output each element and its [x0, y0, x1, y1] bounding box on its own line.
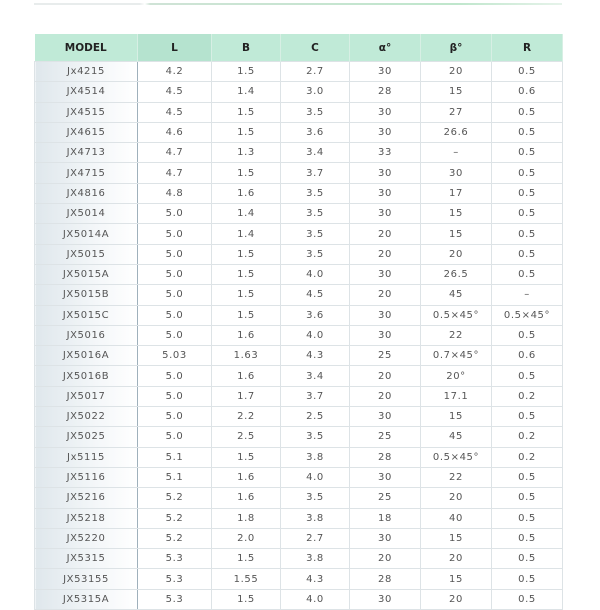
cell-beta: 15 — [421, 82, 492, 102]
cell-c: 3.7 — [281, 386, 350, 406]
cell-c: 4.3 — [281, 346, 350, 366]
table-row — [35, 407, 563, 427]
cell-beta: 27 — [421, 102, 492, 122]
cell-l: 4.7 — [138, 143, 212, 163]
cell-alpha: 20 — [350, 386, 421, 406]
table-body — [35, 62, 563, 610]
cell-r: 0.5 — [492, 366, 563, 386]
header-c: C — [281, 34, 350, 62]
cell-c: 4.5 — [281, 285, 350, 305]
cell-c: 3.8 — [281, 549, 350, 569]
cell-r: 0.5 — [492, 528, 563, 548]
cell-l: 5.3 — [138, 549, 212, 569]
cell-c: 3.7 — [281, 163, 350, 183]
cell-r: 0.5 — [492, 183, 563, 203]
cell-c: 3.4 — [281, 143, 350, 163]
cell-l: 5.2 — [138, 508, 212, 528]
cell-l: 5.2 — [138, 488, 212, 508]
cell-c: 4.0 — [281, 589, 350, 609]
cell-beta: 15 — [421, 224, 492, 244]
cell-b: 1.6 — [212, 183, 281, 203]
cell-alpha: 30 — [350, 183, 421, 203]
cell-model: JX5218 — [35, 508, 138, 528]
header-b: B — [212, 34, 281, 62]
cell-r: 0.2 — [492, 447, 563, 467]
cell-model: JX5116 — [35, 467, 138, 487]
cell-c: 2.7 — [281, 62, 350, 82]
cell-r: 0.5 — [492, 224, 563, 244]
table-row — [35, 143, 563, 163]
cell-model: JX4713 — [35, 143, 138, 163]
cell-r: 0.5×45° — [492, 305, 563, 325]
cell-alpha: 30 — [350, 62, 421, 82]
cell-b: 2.2 — [212, 407, 281, 427]
cell-model: JX5015C — [35, 305, 138, 325]
cell-alpha: 30 — [350, 305, 421, 325]
cell-model: Jx5115 — [35, 447, 138, 467]
table-row — [35, 325, 563, 345]
cell-beta: 0.7×45° — [421, 346, 492, 366]
cell-l: 4.2 — [138, 62, 212, 82]
cell-b: 1.6 — [212, 467, 281, 487]
cell-c: 3.6 — [281, 305, 350, 325]
cell-beta: 22 — [421, 467, 492, 487]
cell-l: 5.0 — [138, 325, 212, 345]
cell-b: 1.5 — [212, 122, 281, 142]
cell-r: 0.6 — [492, 82, 563, 102]
cell-b: 1.4 — [212, 204, 281, 224]
header-l: L — [138, 34, 212, 62]
table-row — [35, 285, 563, 305]
cell-model: JX5022 — [35, 407, 138, 427]
cell-beta: 22 — [421, 325, 492, 345]
cell-alpha: 30 — [350, 407, 421, 427]
cell-b: 1.5 — [212, 62, 281, 82]
cell-model: JX5015B — [35, 285, 138, 305]
table-row — [35, 346, 563, 366]
cell-l: 5.3 — [138, 569, 212, 589]
cell-alpha: 30 — [350, 204, 421, 224]
cell-beta: 20 — [421, 244, 492, 264]
cell-beta: – — [421, 143, 492, 163]
cell-b: 1.5 — [212, 549, 281, 569]
cell-model: JX4515 — [35, 102, 138, 122]
table-row — [35, 467, 563, 487]
cell-beta: 26.6 — [421, 122, 492, 142]
cell-b: 1.6 — [212, 366, 281, 386]
cell-alpha: 33 — [350, 143, 421, 163]
cell-l: 5.0 — [138, 224, 212, 244]
cell-c: 3.5 — [281, 204, 350, 224]
cell-l: 5.0 — [138, 407, 212, 427]
cell-l: 5.0 — [138, 264, 212, 284]
cell-alpha: 30 — [350, 163, 421, 183]
cell-model: JX4816 — [35, 183, 138, 203]
cell-b: 1.7 — [212, 386, 281, 406]
cell-model: JX5016A — [35, 346, 138, 366]
cell-beta: 15 — [421, 528, 492, 548]
cell-r: 0.5 — [492, 143, 563, 163]
table-row — [35, 264, 563, 284]
cell-model: JX4615 — [35, 122, 138, 142]
cell-b: 1.63 — [212, 346, 281, 366]
cell-b: 1.6 — [212, 488, 281, 508]
cell-b: 1.5 — [212, 264, 281, 284]
cell-alpha: 30 — [350, 467, 421, 487]
cell-alpha: 28 — [350, 82, 421, 102]
cell-c: 3.4 — [281, 366, 350, 386]
cell-beta: 20 — [421, 589, 492, 609]
table-row — [35, 183, 563, 203]
cell-r: 0.5 — [492, 508, 563, 528]
cell-l: 5.0 — [138, 285, 212, 305]
cell-c: 3.5 — [281, 427, 350, 447]
cell-alpha: 20 — [350, 366, 421, 386]
cell-c: 3.8 — [281, 447, 350, 467]
cell-l: 5.03 — [138, 346, 212, 366]
cell-b: 1.5 — [212, 244, 281, 264]
cell-l: 4.6 — [138, 122, 212, 142]
cell-beta: 0.5×45° — [421, 305, 492, 325]
cell-c: 3.5 — [281, 183, 350, 203]
cell-model: JX5315A — [35, 589, 138, 609]
cell-alpha: 30 — [350, 589, 421, 609]
cell-model: JX5016 — [35, 325, 138, 345]
cell-c: 4.3 — [281, 569, 350, 589]
cell-b: 1.55 — [212, 569, 281, 589]
cell-l: 5.0 — [138, 386, 212, 406]
cell-l: 5.0 — [138, 366, 212, 386]
cell-alpha: 18 — [350, 508, 421, 528]
cell-alpha: 28 — [350, 447, 421, 467]
cell-alpha: 20 — [350, 244, 421, 264]
cell-r: 0.2 — [492, 427, 563, 447]
header-beta: β° — [421, 34, 492, 62]
table-row — [35, 224, 563, 244]
table-row — [35, 528, 563, 548]
table-row — [35, 163, 563, 183]
cell-r: 0.5 — [492, 569, 563, 589]
cell-model: JX5016B — [35, 366, 138, 386]
table-row — [35, 122, 563, 142]
cell-b: 2.0 — [212, 528, 281, 548]
cell-r: 0.6 — [492, 346, 563, 366]
cell-r: – — [492, 285, 563, 305]
cell-beta: 17 — [421, 183, 492, 203]
cell-r: 0.5 — [492, 488, 563, 508]
cell-model: JX5017 — [35, 386, 138, 406]
table-row — [35, 508, 563, 528]
cell-model: JX5015 — [35, 244, 138, 264]
cell-r: 0.5 — [492, 549, 563, 569]
cell-model: JX5216 — [35, 488, 138, 508]
table-row — [35, 305, 563, 325]
cell-r: 0.5 — [492, 589, 563, 609]
cell-beta: 30 — [421, 163, 492, 183]
cell-r: 0.5 — [492, 163, 563, 183]
table-row — [35, 386, 563, 406]
cell-b: 1.5 — [212, 305, 281, 325]
cell-beta: 15 — [421, 569, 492, 589]
cell-r: 0.5 — [492, 467, 563, 487]
cell-c: 4.0 — [281, 467, 350, 487]
cell-b: 1.5 — [212, 102, 281, 122]
cell-r: 0.5 — [492, 62, 563, 82]
cell-beta: 20 — [421, 488, 492, 508]
cell-model: JX4715 — [35, 163, 138, 183]
cell-alpha: 30 — [350, 122, 421, 142]
cell-l: 4.5 — [138, 82, 212, 102]
header-model: MODEL — [35, 34, 138, 62]
table-row — [35, 488, 563, 508]
cell-beta: 20 — [421, 549, 492, 569]
cell-beta: 20° — [421, 366, 492, 386]
cell-r: 0.5 — [492, 122, 563, 142]
cell-alpha: 30 — [350, 102, 421, 122]
cell-c: 3.8 — [281, 508, 350, 528]
cell-l: 4.7 — [138, 163, 212, 183]
header-alpha: α° — [350, 34, 421, 62]
cell-r: 0.5 — [492, 244, 563, 264]
cell-beta: 17.1 — [421, 386, 492, 406]
cell-b: 1.4 — [212, 82, 281, 102]
header-row — [35, 34, 563, 62]
cell-l: 5.0 — [138, 244, 212, 264]
cell-l: 5.0 — [138, 204, 212, 224]
cell-model: JX5220 — [35, 528, 138, 548]
cell-b: 1.5 — [212, 285, 281, 305]
cell-l: 4.8 — [138, 183, 212, 203]
cell-c: 3.0 — [281, 82, 350, 102]
cell-l: 5.0 — [138, 427, 212, 447]
cell-alpha: 20 — [350, 285, 421, 305]
cell-l: 4.5 — [138, 102, 212, 122]
cell-alpha: 20 — [350, 224, 421, 244]
cell-r: 0.5 — [492, 325, 563, 345]
cell-b: 1.3 — [212, 143, 281, 163]
cell-l: 5.0 — [138, 305, 212, 325]
table-row — [35, 204, 563, 224]
cell-model: JX5014 — [35, 204, 138, 224]
cell-c: 3.5 — [281, 224, 350, 244]
cell-alpha: 30 — [350, 325, 421, 345]
cell-c: 3.5 — [281, 488, 350, 508]
header-r: R — [492, 34, 563, 62]
cell-l: 5.1 — [138, 467, 212, 487]
cell-c: 3.5 — [281, 102, 350, 122]
cell-alpha: 25 — [350, 346, 421, 366]
cell-model: Jx4215 — [35, 62, 138, 82]
table-row — [35, 366, 563, 386]
table-row — [35, 102, 563, 122]
cell-l: 5.3 — [138, 589, 212, 609]
cell-beta: 0.5×45° — [421, 447, 492, 467]
cell-b: 1.4 — [212, 224, 281, 244]
cell-model: JX5014A — [35, 224, 138, 244]
table-row — [35, 427, 563, 447]
cell-c: 2.5 — [281, 407, 350, 427]
cell-r: 0.5 — [492, 407, 563, 427]
table-row — [35, 82, 563, 102]
cell-beta: 45 — [421, 427, 492, 447]
cell-b: 2.5 — [212, 427, 281, 447]
cell-c: 2.7 — [281, 528, 350, 548]
cell-c: 3.6 — [281, 122, 350, 142]
cell-model: JX5315 — [35, 549, 138, 569]
cell-alpha: 25 — [350, 488, 421, 508]
cell-b: 1.5 — [212, 163, 281, 183]
cell-alpha: 30 — [350, 528, 421, 548]
table-row — [35, 569, 563, 589]
cell-beta: 45 — [421, 285, 492, 305]
cell-model: JX5025 — [35, 427, 138, 447]
cell-model: JX5015A — [35, 264, 138, 284]
cell-beta: 15 — [421, 204, 492, 224]
cell-c: 4.0 — [281, 325, 350, 345]
cell-b: 1.6 — [212, 325, 281, 345]
cell-beta: 26.5 — [421, 264, 492, 284]
cell-b: 1.5 — [212, 589, 281, 609]
cell-alpha: 20 — [350, 549, 421, 569]
cell-b: 1.5 — [212, 447, 281, 467]
table-row — [35, 62, 563, 82]
cell-c: 4.0 — [281, 264, 350, 284]
cell-b: 1.8 — [212, 508, 281, 528]
cell-beta: 40 — [421, 508, 492, 528]
cell-beta: 15 — [421, 407, 492, 427]
cell-alpha: 28 — [350, 569, 421, 589]
table-row — [35, 589, 563, 609]
top-divider — [34, 3, 562, 5]
cell-r: 0.2 — [492, 386, 563, 406]
cell-r: 0.5 — [492, 102, 563, 122]
cell-beta: 20 — [421, 62, 492, 82]
cell-alpha: 30 — [350, 264, 421, 284]
table-row — [35, 447, 563, 467]
cell-alpha: 25 — [350, 427, 421, 447]
cell-r: 0.5 — [492, 204, 563, 224]
cell-model: JX53155 — [35, 569, 138, 589]
table-row — [35, 244, 563, 264]
spec-table — [34, 34, 563, 610]
cell-r: 0.5 — [492, 264, 563, 284]
cell-c: 3.5 — [281, 244, 350, 264]
table-row — [35, 549, 563, 569]
cell-model: JX4514 — [35, 82, 138, 102]
cell-l: 5.2 — [138, 528, 212, 548]
cell-l: 5.1 — [138, 447, 212, 467]
